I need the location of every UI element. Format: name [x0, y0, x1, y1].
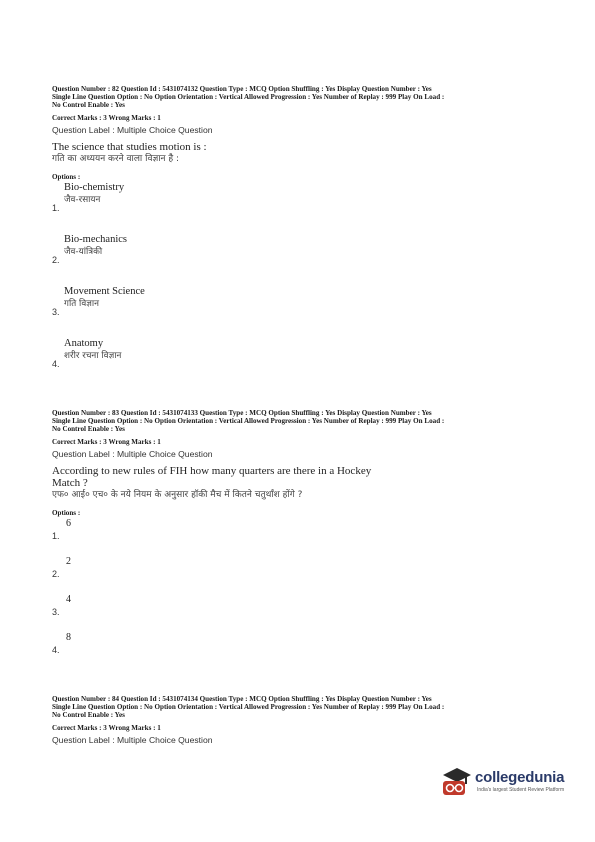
option-item[interactable]: [52, 593, 552, 631]
option-number: 1.: [52, 203, 60, 213]
option-text: 2: [66, 556, 71, 567]
question-text-hindi: गति का अध्ययन करने वाला विज्ञान है :: [52, 154, 180, 164]
option-text: 6: [66, 518, 71, 529]
question-label: Question Label : Multiple Choice Question: [52, 449, 213, 459]
question-meta-line: No Control Enable : Yes: [52, 711, 125, 719]
collegedunia-logo: [441, 765, 581, 805]
options-heading: Options :: [52, 509, 81, 517]
option-item[interactable]: [52, 555, 552, 593]
options-heading: Options :: [52, 173, 81, 181]
option-text: 4: [66, 594, 71, 605]
option-number: 2.: [52, 255, 60, 265]
question-82: [52, 85, 552, 389]
marks-info: Correct Marks : 3 Wrong Marks : 1: [52, 438, 161, 446]
question-text-english: According to new rules of FIH how many quarters are there in a Hockey: [52, 465, 372, 477]
question-meta-line: Single Line Question Option : No Option Orientation : Vertical Allowed Progression : Yes Number of Replay : 999 Play On Load :: [52, 703, 445, 711]
option-text-english: Movement Science: [64, 286, 145, 297]
option-text-hindi: जैव-यांत्रिकी: [64, 247, 103, 257]
option-item[interactable]: [52, 181, 552, 233]
question-meta-line: Single Line Question Option : No Option Orientation : Vertical Allowed Progression : Yes Number of Replay : 999 Play On Load :: [52, 93, 445, 101]
question-text: [52, 141, 552, 165]
option-text-hindi: गति विज्ञान: [64, 299, 100, 309]
option-number: 3.: [52, 607, 60, 617]
question-meta-line: Single Line Question Option : No Option Orientation : Vertical Allowed Progression : Yes Number of Replay : 999 Play On Load :: [52, 417, 445, 425]
marks-info: Correct Marks : 3 Wrong Marks : 1: [52, 114, 161, 122]
question-label: Question Label : Multiple Choice Question: [52, 125, 213, 135]
option-number: 4.: [52, 645, 60, 655]
option-text-english: Anatomy: [64, 338, 104, 349]
logo-wordmark: collegedunia: [475, 769, 565, 786]
option-text-hindi: जैव-रसायन: [64, 195, 101, 205]
question-text-english: Match ?: [52, 477, 88, 489]
question-meta-line: Question Number : 82 Question Id : 5431074132 Question Type : MCQ Option Shuffling : Yes Display Question Number : Yes: [52, 85, 432, 93]
option-item[interactable]: [52, 517, 552, 555]
option-number: 4.: [52, 359, 60, 369]
question-text-english: The science that studies motion is :: [52, 141, 207, 153]
option-number: 3.: [52, 307, 60, 317]
question-text-hindi: एफ० आई० एच० के नये नियम के अनुसार हॉकी मैच में कितने चतुर्थांश होंगे ?: [52, 490, 303, 500]
option-text-hindi: शरीर रचना विज्ञान: [64, 351, 122, 361]
question-83: [52, 409, 552, 669]
question-label: Question Label : Multiple Choice Question: [52, 735, 213, 745]
option-number: 1.: [52, 531, 60, 541]
question-meta-line: Question Number : 83 Question Id : 5431074133 Question Type : MCQ Option Shuffling : Yes Display Question Number : Yes: [52, 409, 432, 417]
graduation-cap-icon: [441, 765, 473, 803]
question-meta-line: Question Number : 84 Question Id : 5431074134 Question Type : MCQ Option Shuffling : Yes Display Question Number : Yes: [52, 695, 432, 703]
logo-tagline: India's largest Student Review Platform: [477, 787, 565, 793]
option-number: 2.: [52, 569, 60, 579]
option-item[interactable]: [52, 233, 552, 285]
marks-info: Correct Marks : 3 Wrong Marks : 1: [52, 724, 161, 732]
option-item[interactable]: [52, 631, 552, 669]
question-84: [52, 695, 552, 745]
option-text: 8: [66, 632, 71, 643]
option-text-english: Bio-chemistry: [64, 182, 125, 193]
question-meta-line: No Control Enable : Yes: [52, 101, 125, 109]
question-meta-line: No Control Enable : Yes: [52, 425, 125, 433]
question-text: [52, 465, 552, 501]
option-text-english: Bio-mechanics: [64, 234, 127, 245]
option-item[interactable]: [52, 285, 552, 337]
option-item[interactable]: [52, 337, 552, 389]
